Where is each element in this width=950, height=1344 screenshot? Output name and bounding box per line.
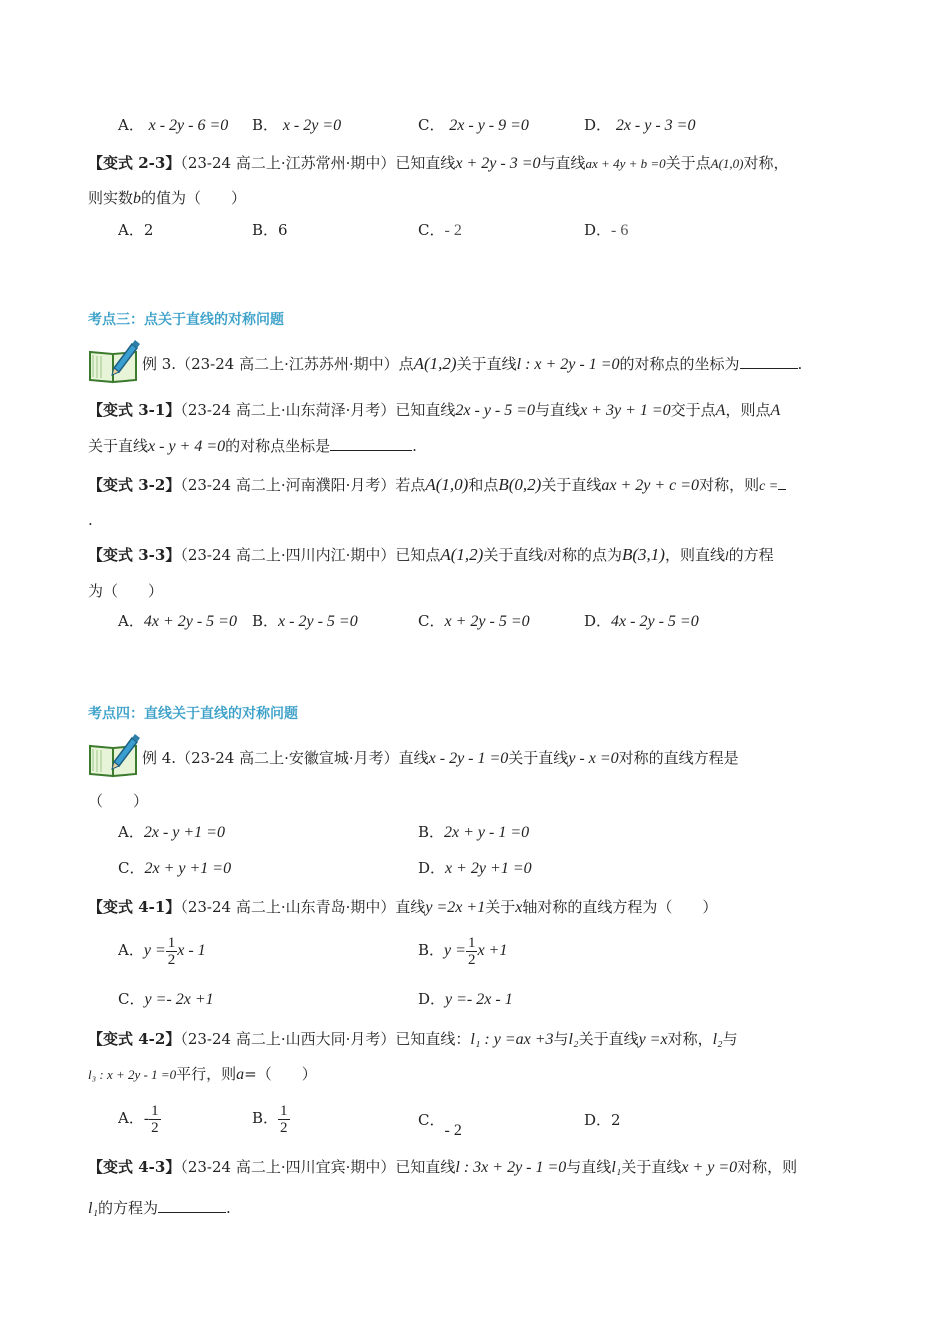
- question-text: 交于点: [670, 401, 716, 419]
- option-label: B．: [252, 612, 279, 630]
- equation: x + y =0: [681, 1159, 738, 1176]
- variant-2-3: [88, 151, 862, 176]
- option-c: [118, 987, 214, 1012]
- option-d: [418, 856, 532, 881]
- question-text: 关于直线: [578, 1030, 639, 1048]
- question-text: 对称，则: [699, 476, 760, 494]
- variant-tag: 【变式 3-3】: [88, 546, 181, 564]
- equation: c =: [759, 479, 779, 494]
- question-text: 的方程: [728, 546, 774, 564]
- option-expr: x - 1: [177, 942, 206, 959]
- option-expr: 4x - 2y - 5 =0: [611, 613, 699, 630]
- fraction-numerator: 1: [167, 934, 176, 951]
- question-text: 对称，: [743, 154, 789, 172]
- option-d: [584, 609, 699, 634]
- option-expr: 2x - y +1 =0: [143, 824, 225, 841]
- option-value: - 6: [611, 222, 629, 239]
- question-text: 对称的点为: [547, 546, 623, 564]
- option-a: [118, 218, 153, 242]
- variable: l₁: [88, 1200, 99, 1217]
- option-a: [118, 113, 228, 138]
- option-expr: 2x + y - 1 =0: [444, 824, 530, 841]
- variant-tag: 【变式 3-1】: [88, 401, 181, 419]
- equation: 2x - y - 5 =0: [455, 402, 536, 419]
- option-expr: y =: [143, 942, 166, 959]
- answer-blank[interactable]: [330, 434, 412, 451]
- variable: x: [515, 899, 523, 916]
- equation: y =2x +1: [425, 899, 486, 916]
- question-text: 对称的直线方程是: [618, 749, 739, 767]
- book-pencil-icon: [88, 732, 140, 778]
- question-text: 的值为（ ）: [141, 189, 247, 207]
- option-label: A．: [118, 612, 144, 630]
- variant-3-1-cont: [88, 434, 862, 459]
- option-label: B．: [252, 221, 279, 239]
- point: A: [770, 402, 781, 419]
- variant-tag: 【变式 3-2】: [88, 476, 181, 494]
- option-b: [252, 113, 341, 138]
- option-sign: -: [143, 1110, 150, 1127]
- option-label: D．: [418, 859, 446, 877]
- question-text: 关于直线: [541, 476, 602, 494]
- question-text: 对称，则: [737, 1158, 798, 1176]
- equation: ax + 2y + c =0: [601, 477, 700, 494]
- question-text: 为（ ）: [88, 582, 164, 600]
- option-c: [418, 113, 529, 138]
- variant-4-3: [88, 1155, 862, 1180]
- option-label: A．: [118, 1109, 144, 1127]
- variable: l₂: [712, 1031, 723, 1048]
- example-4-cont: [88, 789, 862, 813]
- option-d: [418, 987, 513, 1012]
- option-expr: y =- 2x +1: [144, 991, 214, 1008]
- fraction-denominator: 2: [151, 1119, 159, 1136]
- answer-blank[interactable]: [740, 352, 798, 369]
- variant-tag: 【变式 4-3】: [88, 1158, 181, 1176]
- option-label: A．: [118, 941, 144, 959]
- question-text: 对称，: [667, 1030, 713, 1048]
- question-text: （23-24 高二上·四川内江·期中）已知点: [180, 546, 441, 564]
- option-label: C．: [418, 1111, 445, 1129]
- option-label: B．: [418, 941, 445, 959]
- question-text: .: [226, 1199, 231, 1217]
- question-text: （23-24 高二上·四川宜宾·期中）已知直线: [180, 1158, 456, 1176]
- question-text: （ ）: [88, 792, 149, 810]
- option-value: - 2: [444, 1122, 462, 1139]
- option-a: [118, 609, 237, 634]
- point: A(1,0): [425, 475, 469, 494]
- variant-tag: 【变式 2-3】: [88, 154, 181, 172]
- answer-blank[interactable]: [158, 1196, 226, 1213]
- question-text: 关于直线: [621, 1158, 682, 1176]
- option-label: B．: [252, 1109, 279, 1127]
- option-d: [584, 1108, 621, 1132]
- variant-4-2: [88, 1027, 862, 1052]
- option-d: [584, 113, 695, 138]
- question-text: 例 3.（23-24 高二上·江苏苏州·期中）点: [142, 355, 414, 373]
- option-expr: x - 2y - 5 =0: [278, 613, 358, 630]
- question-text: 则实数: [88, 189, 134, 207]
- option-expr: 4x + 2y - 5 =0: [143, 613, 237, 630]
- variant-3-1: [88, 398, 862, 423]
- fraction: [149, 1103, 161, 1136]
- question-text: 的对称点坐标是: [225, 437, 331, 455]
- question-text: 与直线: [540, 154, 586, 172]
- option-expr: x + 2y - 5 =0: [444, 613, 530, 630]
- variant-4-2-cont: [88, 1062, 862, 1087]
- option-label: B．: [418, 823, 445, 841]
- option-b: [252, 609, 358, 634]
- equation: x - y + 4 =0: [148, 438, 226, 455]
- variable: l: [543, 548, 547, 563]
- question-text: 平行，则: [176, 1065, 237, 1083]
- fraction: [278, 1103, 290, 1136]
- equation: l : x + 2y - 1 =0: [516, 356, 620, 373]
- question-text: 的方程为: [98, 1199, 159, 1217]
- fraction: [166, 935, 178, 968]
- option-d: [584, 218, 628, 243]
- option-label: D．: [584, 116, 612, 134]
- variant-tag: 【变式 4-2】: [88, 1030, 181, 1048]
- option-value: 6: [278, 221, 288, 239]
- option-label: A．: [118, 116, 144, 134]
- option-b: [252, 1098, 290, 1138]
- variant-4-1: [88, 895, 862, 920]
- point: B(3,1): [622, 545, 665, 564]
- point: A(1,2): [413, 354, 457, 373]
- option-c: [418, 218, 462, 243]
- question-text: 关于点: [665, 154, 711, 172]
- question-text: 关于: [485, 898, 516, 916]
- example-3: [142, 352, 862, 377]
- option-a: [118, 820, 225, 845]
- question-text: 关于直线: [483, 546, 544, 564]
- equation: y =x: [638, 1031, 668, 1048]
- question-text: 与直线: [535, 401, 581, 419]
- question-text: 轴对称的直线方程为（ ）: [522, 898, 718, 916]
- equation: l₁ : y =ax +3: [470, 1031, 554, 1048]
- question-text: 与: [722, 1030, 738, 1048]
- question-text: 关于直线: [88, 437, 149, 455]
- variant-3-3-cont: [88, 579, 862, 603]
- section-heading: 考点四：直线关于直线的对称问题: [88, 706, 298, 722]
- question-text: 关于直线: [456, 355, 517, 373]
- question-text: （23-24 高二上·山西大同·月考）已知直线：: [180, 1030, 471, 1048]
- variant-3-2: [88, 473, 862, 499]
- option-label: C．: [118, 859, 145, 877]
- variable: l₂: [568, 1031, 579, 1048]
- option-label: D．: [584, 1111, 612, 1129]
- option-b: [252, 218, 288, 242]
- option-label: A．: [118, 823, 144, 841]
- question-text: （23-24 高二上·河南濮阳·月考）若点: [180, 476, 426, 494]
- variant-2-3-cont: [88, 186, 862, 211]
- question-text: ，则直线: [664, 546, 725, 564]
- book-pencil-icon: [88, 338, 140, 384]
- option-label: B．: [252, 116, 279, 134]
- question-text: ，则点: [725, 401, 771, 419]
- option-value: - 2: [444, 222, 462, 239]
- question-text: （23-24 高二上·江苏常州·期中）已知直线: [180, 154, 456, 172]
- option-expr: 2x - y - 3 =0: [615, 117, 696, 134]
- point: B(0,2): [498, 475, 542, 494]
- option-label: C．: [418, 612, 445, 630]
- option-label: C．: [418, 221, 445, 239]
- question-text: 和点: [468, 476, 499, 494]
- question-text: 与: [553, 1030, 569, 1048]
- option-c: [418, 609, 530, 634]
- question-text: =（ ）: [244, 1065, 317, 1083]
- option-c: [118, 856, 231, 881]
- fraction-denominator: 2: [167, 951, 176, 968]
- variant-3-2-cont: [88, 508, 862, 532]
- point: A(1,2): [440, 545, 484, 564]
- option-label: D．: [584, 612, 612, 630]
- fraction-numerator: 1: [151, 1102, 159, 1119]
- question-text: .: [797, 355, 803, 373]
- variable: a: [236, 1066, 245, 1083]
- option-label: C．: [118, 990, 145, 1008]
- question-text: .: [412, 437, 417, 455]
- question-text: 的对称点的坐标为: [619, 355, 740, 373]
- option-a: [118, 1098, 161, 1138]
- equation: l₃ : x + 2y - 1 =0: [88, 1067, 177, 1082]
- question-text: （23-24 高二上·山东菏泽·月考）已知直线: [180, 401, 456, 419]
- question-text: 关于直线: [508, 749, 569, 767]
- variable: b: [133, 190, 142, 207]
- option-expr: x +1: [477, 942, 508, 959]
- option-value: 2: [611, 1111, 621, 1129]
- variant-3-3: [88, 543, 862, 568]
- variable: l₁: [611, 1159, 622, 1176]
- fraction-denominator: 2: [467, 951, 476, 968]
- fraction-numerator: 1: [280, 1102, 288, 1119]
- option-label: D．: [418, 990, 446, 1008]
- section-heading: 考点三：点关于直线的对称问题: [88, 312, 284, 328]
- question-text: 例 4.（23-24 高二上·安徽宣城·月考）直线: [142, 749, 429, 767]
- option-expr: y =: [444, 942, 466, 959]
- question-text: （23-24 高二上·山东青岛·期中）直线: [180, 898, 426, 916]
- option-expr: x + 2y +1 =0: [445, 860, 532, 877]
- option-label: C．: [418, 116, 445, 134]
- option-expr: x - 2y - 6 =0: [148, 117, 229, 134]
- option-b: [418, 820, 529, 845]
- option-label: D．: [584, 221, 612, 239]
- fraction: [466, 935, 478, 968]
- question-text: .: [88, 511, 93, 529]
- fraction-numerator: 1: [467, 934, 476, 951]
- variable: l: [725, 548, 729, 563]
- option-expr: 2x - y - 9 =0: [449, 117, 529, 134]
- question-text: 与直线: [566, 1158, 612, 1176]
- variant-tag: 【变式 4-1】: [88, 898, 181, 916]
- option-a: [118, 930, 206, 970]
- point: A: [715, 402, 726, 419]
- equation: l : 3x + 2y - 1 =0: [455, 1159, 567, 1176]
- example-4: [142, 746, 862, 771]
- equation: x + 3y + 1 =0: [580, 402, 671, 419]
- option-expr: y =- 2x - 1: [445, 991, 513, 1008]
- option-c: [418, 1108, 462, 1139]
- option-value: 2: [143, 221, 154, 239]
- equation: x - 2y - 1 =0: [428, 750, 509, 767]
- equation: ax + 4y + b =0: [585, 156, 666, 171]
- fraction-denominator: 2: [280, 1119, 288, 1136]
- option-expr: 2x + y +1 =0: [144, 860, 232, 877]
- option-expr: x - 2y =0: [282, 117, 342, 134]
- variant-4-3-cont: [88, 1196, 862, 1221]
- option-b: [418, 930, 507, 970]
- point: A(1,0): [710, 156, 744, 171]
- answer-blank[interactable]: [778, 473, 786, 490]
- equation: y - x =0: [568, 750, 619, 767]
- equation: x + 2y - 3 =0: [455, 155, 541, 172]
- option-label: A．: [118, 221, 144, 239]
